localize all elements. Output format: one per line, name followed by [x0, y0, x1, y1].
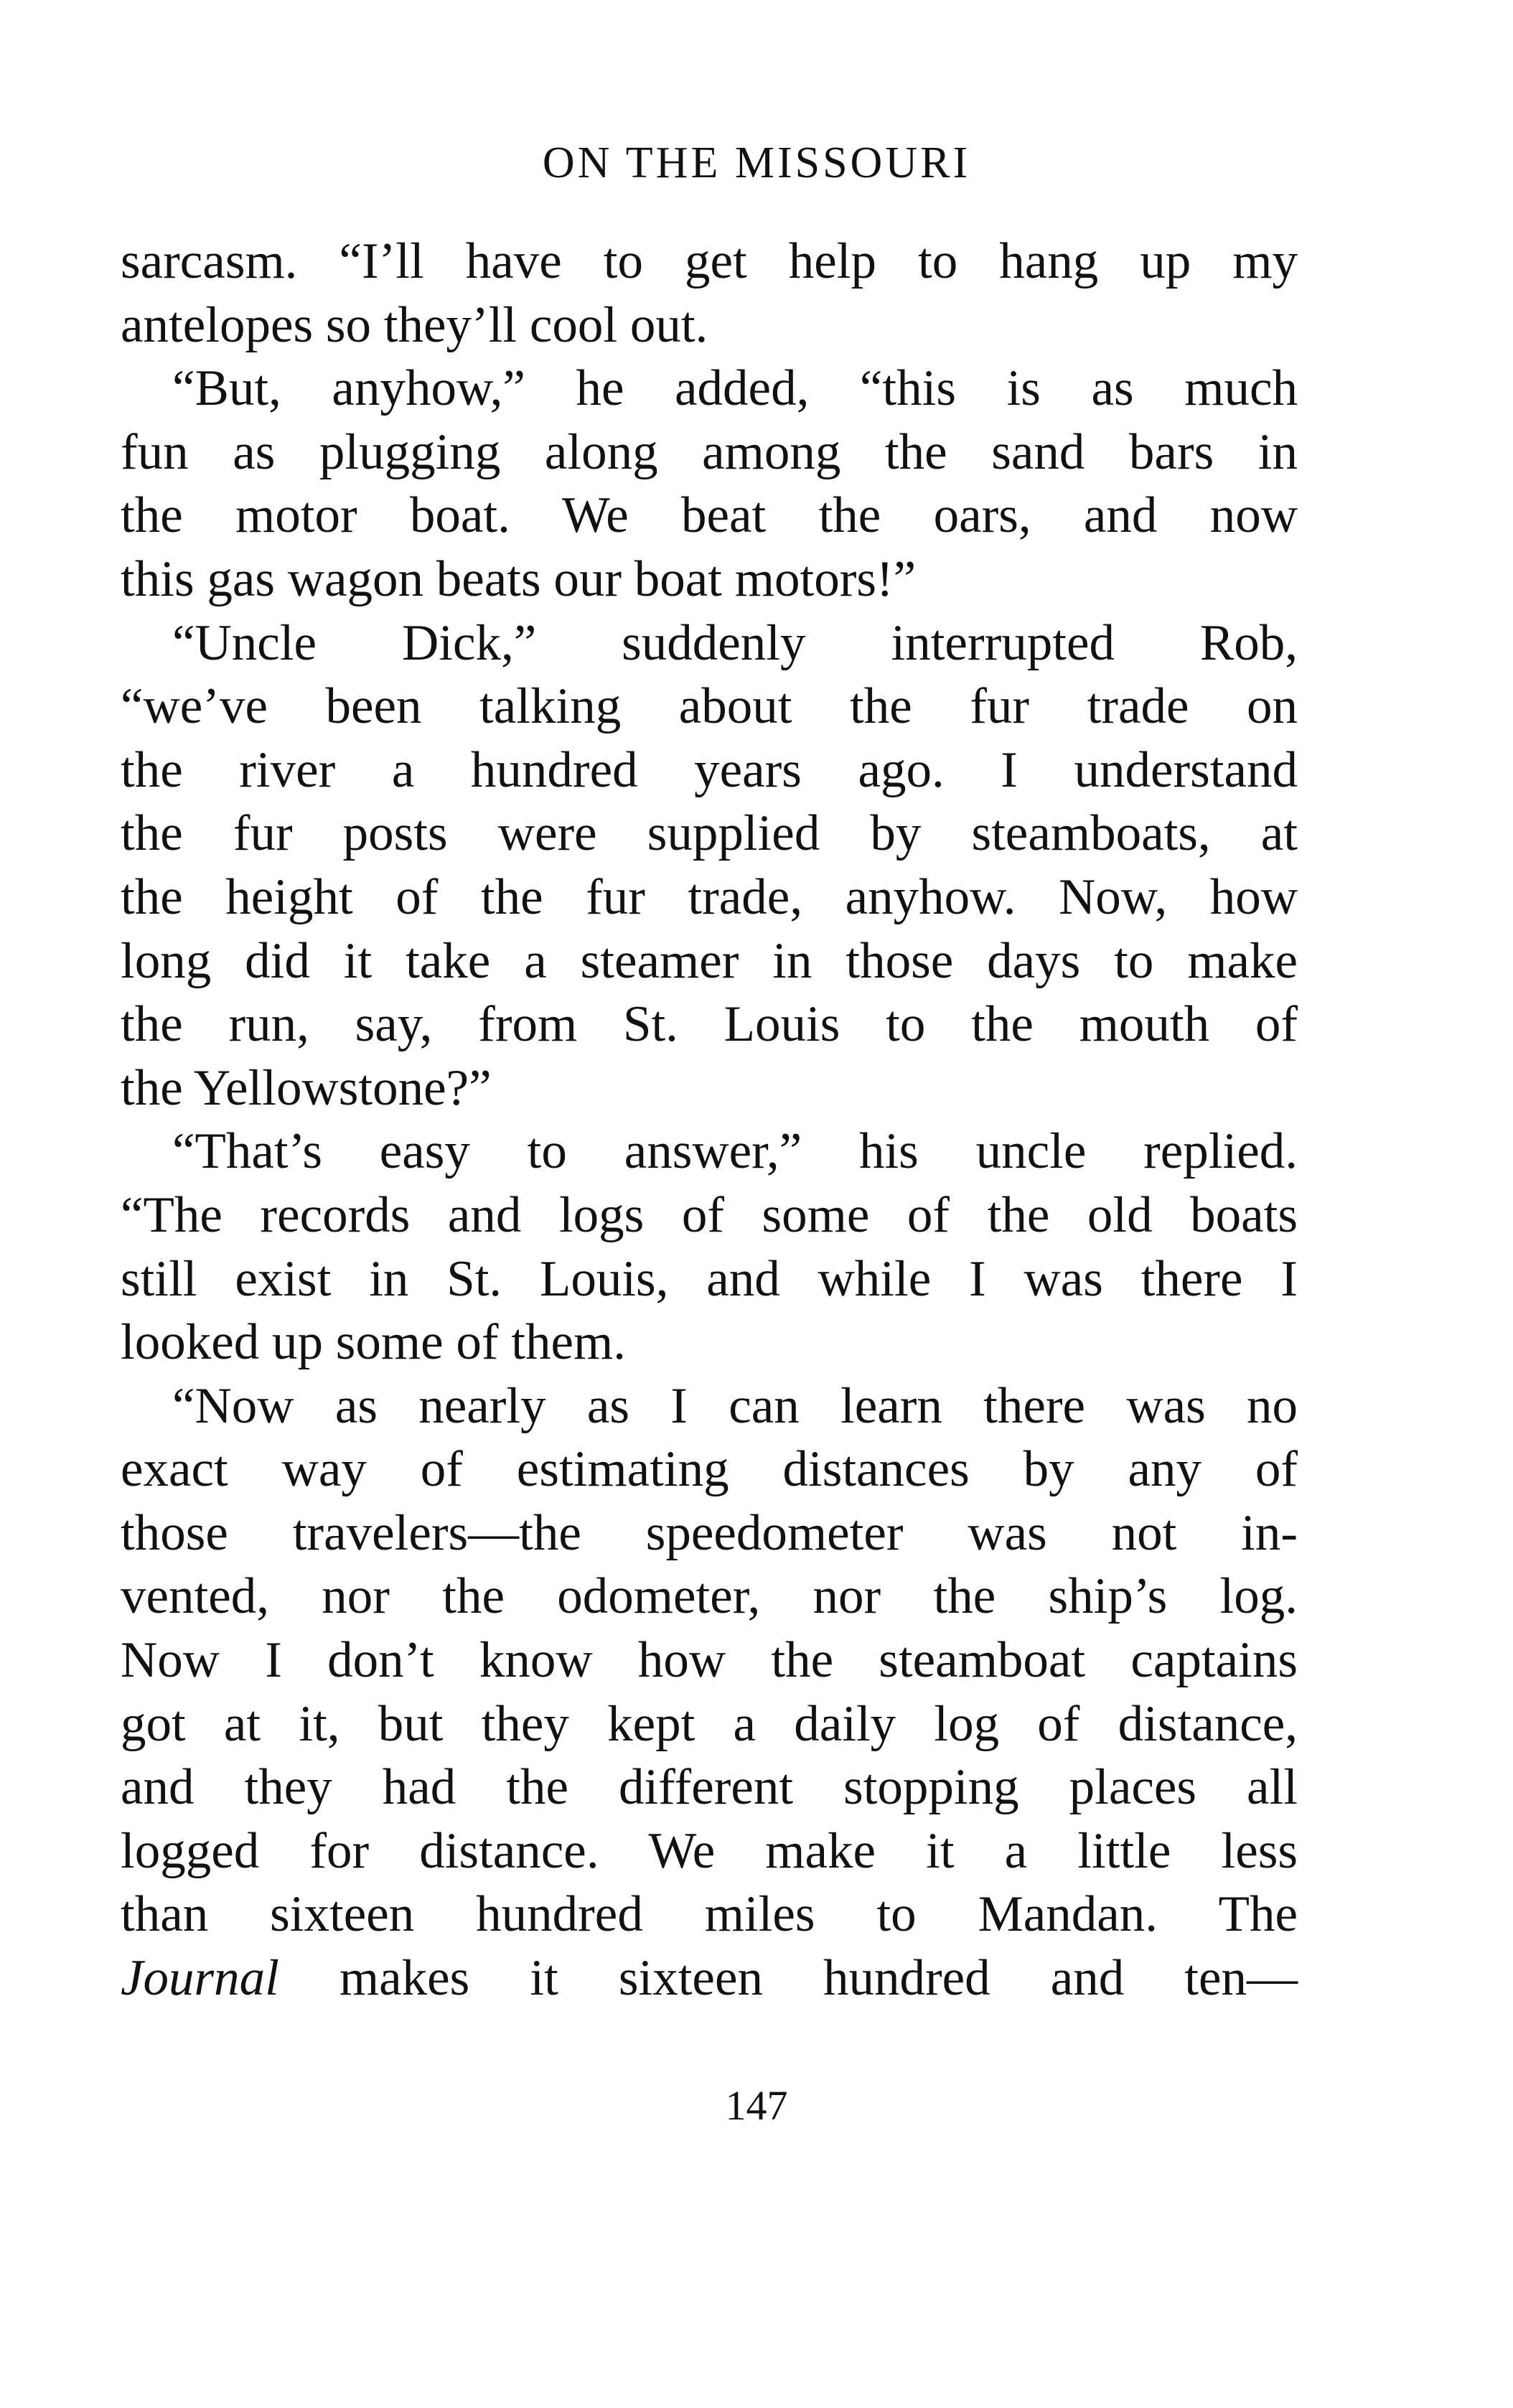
text-line: sarcasm. “I’ll have to get help to hang up my	[121, 233, 1298, 289]
text-line: the height of the fur trade, anyhow. Now, how	[121, 868, 1298, 925]
text-line: looked up some of them.	[121, 1314, 626, 1371]
text-line: those travelers—the speedometer was not in-	[121, 1504, 1298, 1561]
text-line: antelopes so they’ll cool out.	[121, 296, 708, 353]
text-line: “That’s easy to answer,” his uncle replied.	[172, 1123, 1298, 1180]
text-line: exact way of estimating distances by any of	[121, 1441, 1298, 1498]
text-line-final	[121, 1946, 1298, 2010]
text-line: “we’ve been talking about the fur trade on	[121, 678, 1298, 735]
running-head: ON THE MISSOURI	[542, 139, 971, 187]
text-line: the river a hundred years ago. I understand	[121, 741, 1298, 798]
text-line: still exist in St. Louis, and while I was there I	[121, 1250, 1298, 1307]
text-line: the motor boat. We beat the oars, and now	[121, 487, 1298, 544]
text-line: logged for distance. We make it a little less	[121, 1822, 1298, 1879]
text-line: than sixteen hundred miles to Mandan. The	[121, 1886, 1298, 1943]
page-number: 147	[725, 2082, 788, 2129]
text-line: long did it take a steamer in those days to make	[121, 932, 1298, 989]
text-line: “The records and logs of some of the old boats	[121, 1186, 1298, 1243]
body-text	[121, 230, 1298, 2010]
text-line: Now I don’t know how the steamboat captains	[121, 1632, 1298, 1689]
text-line: “Now as nearly as I can learn there was no	[172, 1377, 1298, 1434]
text-line: “But, anyhow,” he added, “this is as much	[172, 360, 1298, 417]
text-line: vented, nor the odometer, nor the ship’s log.	[121, 1568, 1298, 1625]
text-line: fun as plugging along among the sand bars in	[121, 423, 1298, 480]
italic-title: Journal	[121, 1950, 279, 2007]
text-line: and they had the different stopping places all	[121, 1759, 1298, 1816]
text-line: this gas wagon beats our boat motors!”	[121, 551, 917, 607]
text-line: “Uncle Dick,” suddenly interrupted Rob,	[172, 614, 1298, 671]
text-line: got at it, but they kept a daily log of distance,	[121, 1695, 1298, 1752]
text-line: the run, say, from St. Louis to the mouth of	[121, 996, 1298, 1053]
text-line: the fur posts were supplied by steamboats, at	[121, 805, 1298, 862]
text-line: the Yellowstone?”	[121, 1059, 492, 1116]
text-line-final-rest: makes it sixteen hundred and ten—	[278, 1950, 1298, 2007]
